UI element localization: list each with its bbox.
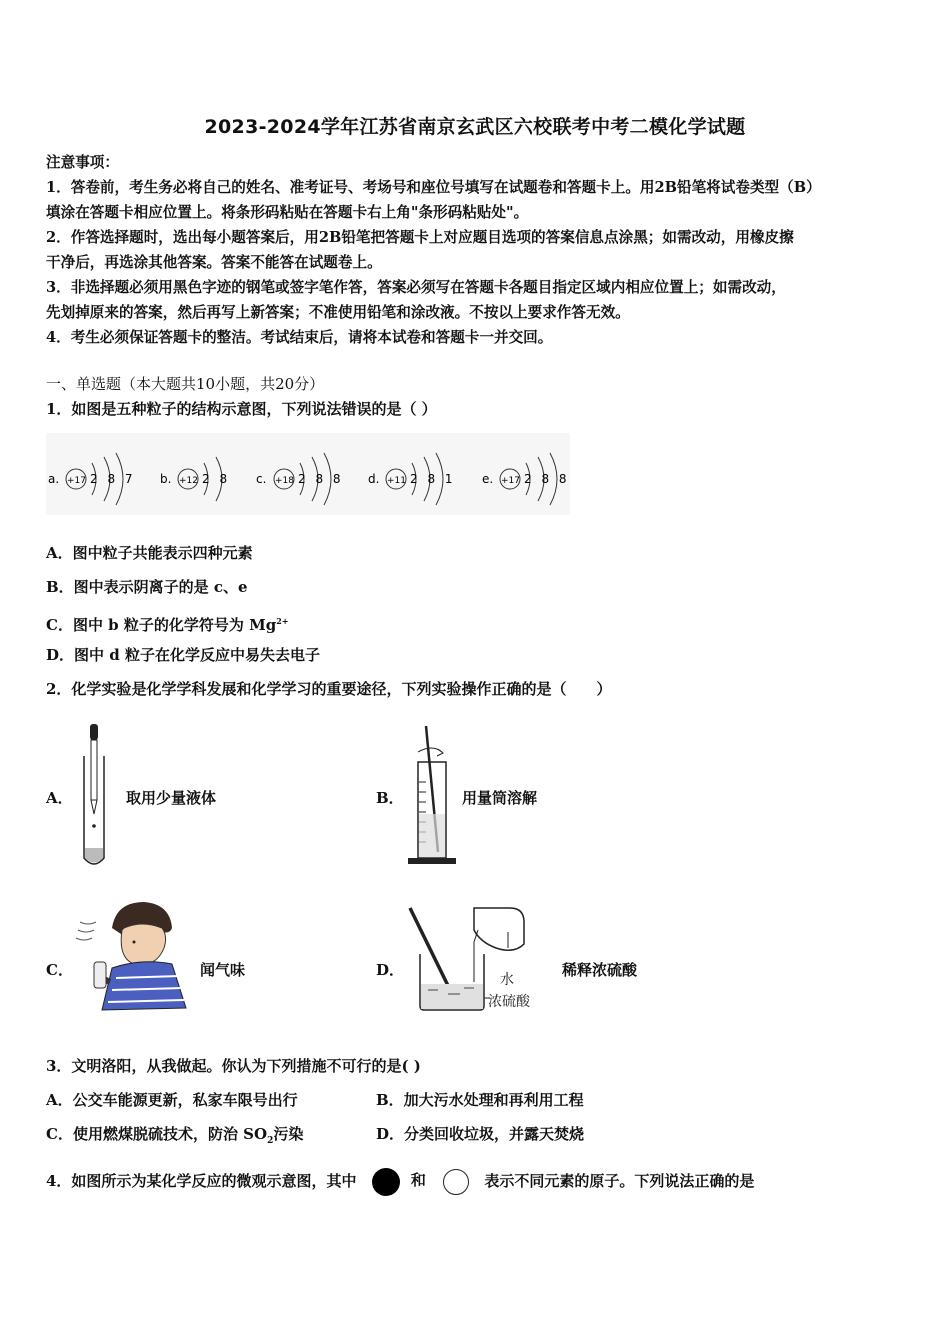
q2-option-a-text: 取用少量液体 <box>126 789 217 807</box>
q3-option-a: A．公交车能源更新，私家车限号出行 <box>46 1091 298 1109</box>
notes-block <box>46 150 906 350</box>
particle-nucleus: +18 <box>275 476 294 486</box>
q1-stem: 1．如图是五种粒子的结构示意图，下列说法错误的是（ ） <box>46 400 437 418</box>
dilution-beaker-image <box>404 902 550 1014</box>
particle-label: c. <box>256 472 267 486</box>
q2-stem: 2．化学实验是化学学科发展和化学学习的重要途径，下列实验操作正确的是（ ） <box>46 680 612 698</box>
notes-line: 先划掉原来的答案，然后再写上新答案；不准使用铅笔和涂改液。不按以上要求作答无效。 <box>46 304 630 321</box>
notes-line: 2．作答选择题时，选出每小题答案后，用2B铅笔把答题卡上对应题目选项的答案信息点涂黑；如需改动，用橡皮擦 <box>46 229 794 246</box>
notes-line: 干净后，再选涂其他答案。答案不能答在试题卷上。 <box>46 254 382 271</box>
page-title: 2023-2024学年江苏省南京玄武区六校联考中考二模化学试题 <box>204 116 746 138</box>
particle-shells: 2 8 8 <box>298 472 344 486</box>
q1-option-a: A．图中粒子共能表示四种元素 <box>46 544 253 562</box>
particle-shells: 2 8 7 <box>90 472 136 486</box>
q3-option-d: D．分类回收垃圾，并露天焚烧 <box>376 1125 585 1143</box>
particle-c <box>256 453 344 505</box>
particle-a <box>48 453 136 505</box>
dropper-test-tube-image <box>76 722 112 872</box>
acid-label: 浓硫酸 <box>488 994 530 1010</box>
q4-stem <box>46 1168 754 1196</box>
particle-shells: 2 8 <box>202 472 231 486</box>
q4-stem-start: 4．如图所示为某化学反应的微观示意图，其中 <box>46 1172 357 1190</box>
q4-stem-and: 和 <box>410 1171 426 1189</box>
notes-heading: 注意事项： <box>46 154 119 171</box>
particle-shells: 2 8 1 <box>410 472 456 486</box>
q2-option-d-letter: D． <box>376 961 405 979</box>
q3-option-b: B．加大污水处理和再利用工程 <box>376 1091 584 1109</box>
q3-stem: 3．文明洛阳，从我做起。你认为下列措施不可行的是( ) <box>46 1057 421 1075</box>
q1-option-c-charge: 2+ <box>276 616 289 626</box>
graduated-cylinder-image <box>404 722 460 868</box>
notes-line: 1．答卷前，考生务必将自己的姓名、准考证号、考场号和座位号填写在试题卷和答题卡上。用2B铅笔将试卷类型（B） <box>46 179 821 196</box>
particle-nucleus: +12 <box>179 476 198 486</box>
q2-option-b-text: 用量筒溶解 <box>462 789 538 807</box>
white-atom-icon <box>443 1169 469 1195</box>
particle-label: d. <box>368 472 380 486</box>
q3-option-c-text: C．使用燃煤脱硫技术，防治 SO <box>46 1125 268 1143</box>
notes-line: 填涂在答题卡相应位置上。将条形码粘贴在答题卡右上角"条形码粘贴处"。 <box>46 204 529 221</box>
notes-line: 3．非选择题必须用黑色字迹的钢笔或签字笔作答，答案必须写在答题卡各题目指定区域内相应位置上；如需改动， <box>46 279 786 296</box>
q2-option-a-letter: A． <box>46 789 73 807</box>
water-label: 水 <box>500 972 514 988</box>
particle-diagram <box>46 433 570 515</box>
black-atom-icon <box>372 1168 400 1196</box>
particle-shells: 2 8 8 <box>524 472 570 486</box>
particle-nucleus: +17 <box>67 476 86 486</box>
q2-option-c-letter: C． <box>46 961 73 979</box>
particle-nucleus: +17 <box>501 476 520 486</box>
particle-d <box>368 453 456 505</box>
q1-option-c-text: C．图中 b 粒子的化学符号为 Mg <box>46 616 277 634</box>
particle-nucleus: +11 <box>387 476 406 486</box>
particle-label: b. <box>160 472 172 486</box>
q2-option-d-text: 稀释浓硫酸 <box>562 961 638 979</box>
section-heading: 一、单选题（本大题共10小题，共20分） <box>46 375 325 393</box>
particle-label: a. <box>48 472 60 486</box>
particle-b <box>160 457 230 501</box>
q1-option-c <box>46 609 288 638</box>
q1-option-b: B．图中表示阴离子的是 c、e <box>46 578 248 596</box>
q4-stem-end: 表示不同元素的原子。下列说法正确的是 <box>484 1172 755 1190</box>
particle-e <box>482 453 570 505</box>
notes-line: 4．考生必须保证答题卡的整洁。考试结束后，请将本试卷和答题卡一并交回。 <box>46 329 553 346</box>
q2-option-b-letter: B． <box>376 789 404 807</box>
smelling-gas-image <box>72 898 190 1014</box>
q3-option-c-sub: 2 <box>267 1136 274 1146</box>
q2-option-c-text: 闻气味 <box>200 961 246 979</box>
q3-option-c <box>46 1122 303 1154</box>
q1-option-d: D．图中 d 粒子在化学反应中易失去电子 <box>46 646 320 664</box>
particle-label: e. <box>482 472 494 486</box>
q3-option-c-tail: 污染 <box>273 1125 304 1143</box>
